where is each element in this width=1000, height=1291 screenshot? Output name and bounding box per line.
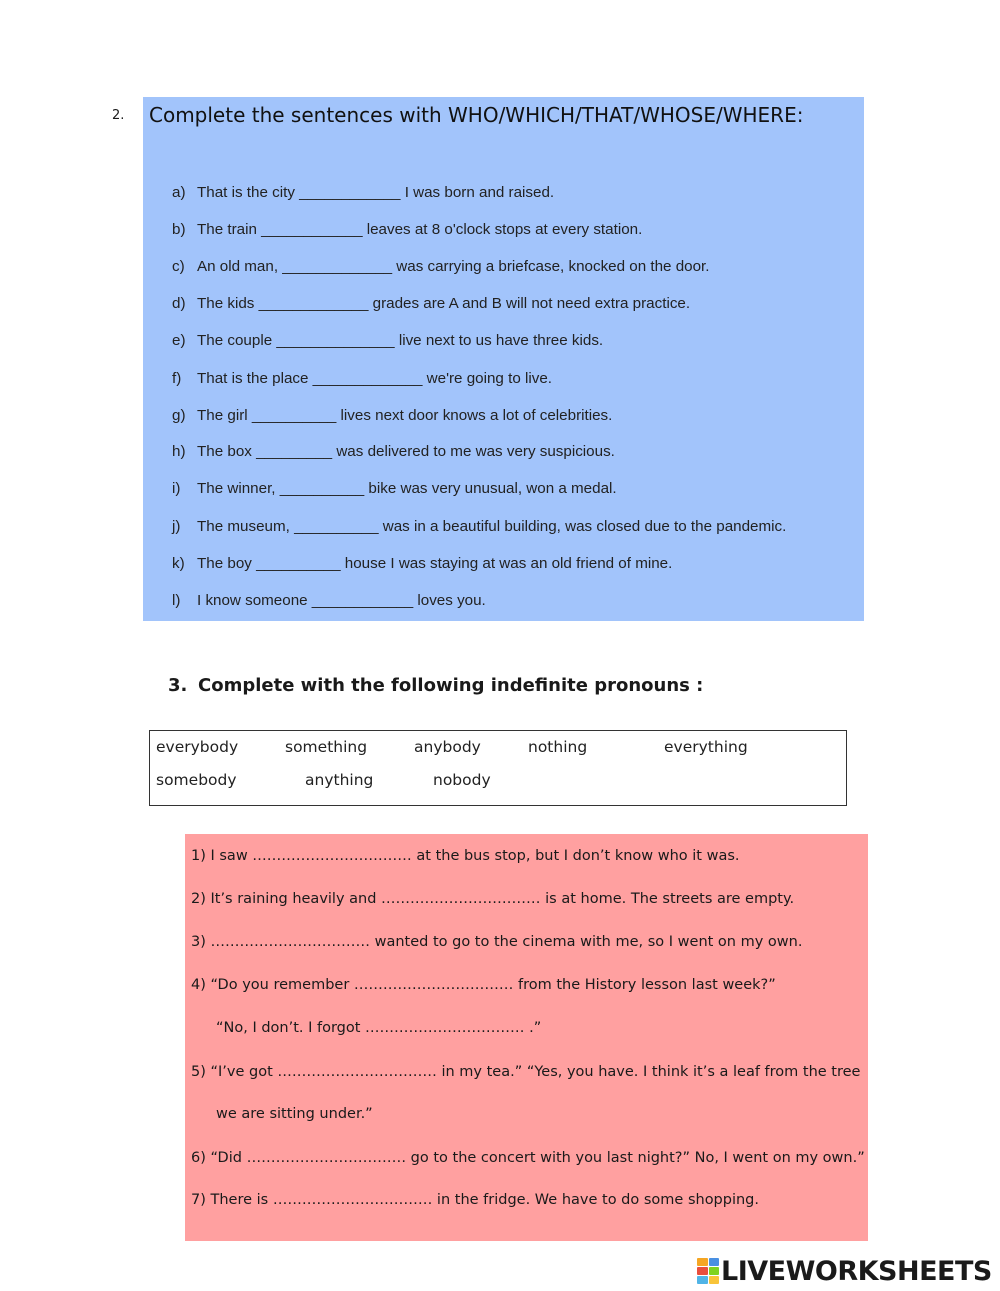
word-bank-item: nothing [528, 738, 588, 756]
sentence-k: k) The boy __________ house I was staying at was an old friend of mine. [172, 555, 673, 572]
logo-mark-icon [697, 1258, 719, 1284]
logo-block [709, 1276, 720, 1284]
exercise-2-box [143, 97, 864, 621]
word-bank-item: anybody [414, 738, 481, 756]
pronoun-sentence-4-reply: “No, I don’t. I forgot …………………………… .” [216, 1020, 542, 1036]
sentence-d: d) The kids _____________ grades are A and B will not need extra practice. [172, 295, 691, 312]
logo-block [697, 1258, 708, 1266]
sentence-i: i) The winner, __________ bike was very unusual, won a medal. [172, 480, 617, 497]
word-bank-item: everybody [156, 738, 239, 756]
sentence-j: j) The museum, __________ was in a beautiful building, was closed due to the pandemic. [172, 518, 787, 535]
sentence-h: h) The box _________ was delivered to me was very suspicious. [172, 443, 615, 460]
exercise-3-title: Complete with the following indefinite pronouns : [198, 675, 704, 696]
exercise-3-heading [168, 675, 703, 696]
liveworksheets-logo [697, 1255, 992, 1287]
pronoun-sentence-6: 6) “Did …………………………… go to the concert with you last night?” No, I went on my own.” [191, 1150, 865, 1166]
pronoun-sentence-5: 5) “I’ve got …………………………… in my tea.” “Yes, you have. I think it’s a leaf from the tree [191, 1064, 861, 1080]
exercise-2-number: 2. [112, 108, 125, 123]
sentence-l: l) I know someone ____________ loves you. [172, 592, 486, 609]
sentence-c: c) An old man, _____________ was carrying a briefcase, knocked on the door. [172, 258, 710, 275]
logo-block [709, 1258, 720, 1266]
word-bank-item: everything [664, 738, 748, 756]
pronoun-sentence-4: 4) “Do you remember …………………………… from the History lesson last week?” [191, 977, 776, 993]
word-bank [149, 730, 847, 806]
sentence-f: f) That is the place _____________ we're going to live. [172, 370, 552, 387]
word-bank-item: anything [305, 771, 374, 789]
pronoun-sentence-2: 2) It’s raining heavily and …………………………… is at home. The streets are empty. [191, 891, 795, 907]
logo-block [697, 1267, 708, 1275]
exercise-3-number: 3. [168, 675, 188, 696]
sentence-b: b) The train ____________ leaves at 8 o'clock stops at every station. [172, 221, 643, 238]
word-bank-item: nobody [433, 771, 491, 789]
pronoun-sentence-1: 1) I saw …………………………… at the bus stop, but I don’t know who it was. [191, 848, 740, 864]
exercise-2-title: Complete the sentences with WHO/WHICH/THAT/WHOSE/WHERE: [149, 103, 804, 127]
word-bank-item: somebody [156, 771, 237, 789]
pronoun-sentence-5-cont: we are sitting under.” [216, 1106, 373, 1122]
logo-block [709, 1267, 720, 1275]
logo-block [697, 1276, 708, 1284]
pronoun-sentence-3: 3) …………………………… wanted to go to the cinema with me, so I went on my own. [191, 934, 803, 950]
sentence-g: g) The girl __________ lives next door knows a lot of celebrities. [172, 407, 613, 424]
sentence-e: e) The couple ______________ live next to us have three kids. [172, 332, 604, 349]
word-bank-item: something [285, 738, 368, 756]
sentence-a: a) That is the city ____________ I was born and raised. [172, 184, 555, 201]
exercise-3-box [185, 834, 868, 1241]
logo-text: LIVEWORKSHEETS [721, 1255, 992, 1287]
pronoun-sentence-7: 7) There is …………………………… in the fridge. We have to do some shopping. [191, 1192, 759, 1208]
